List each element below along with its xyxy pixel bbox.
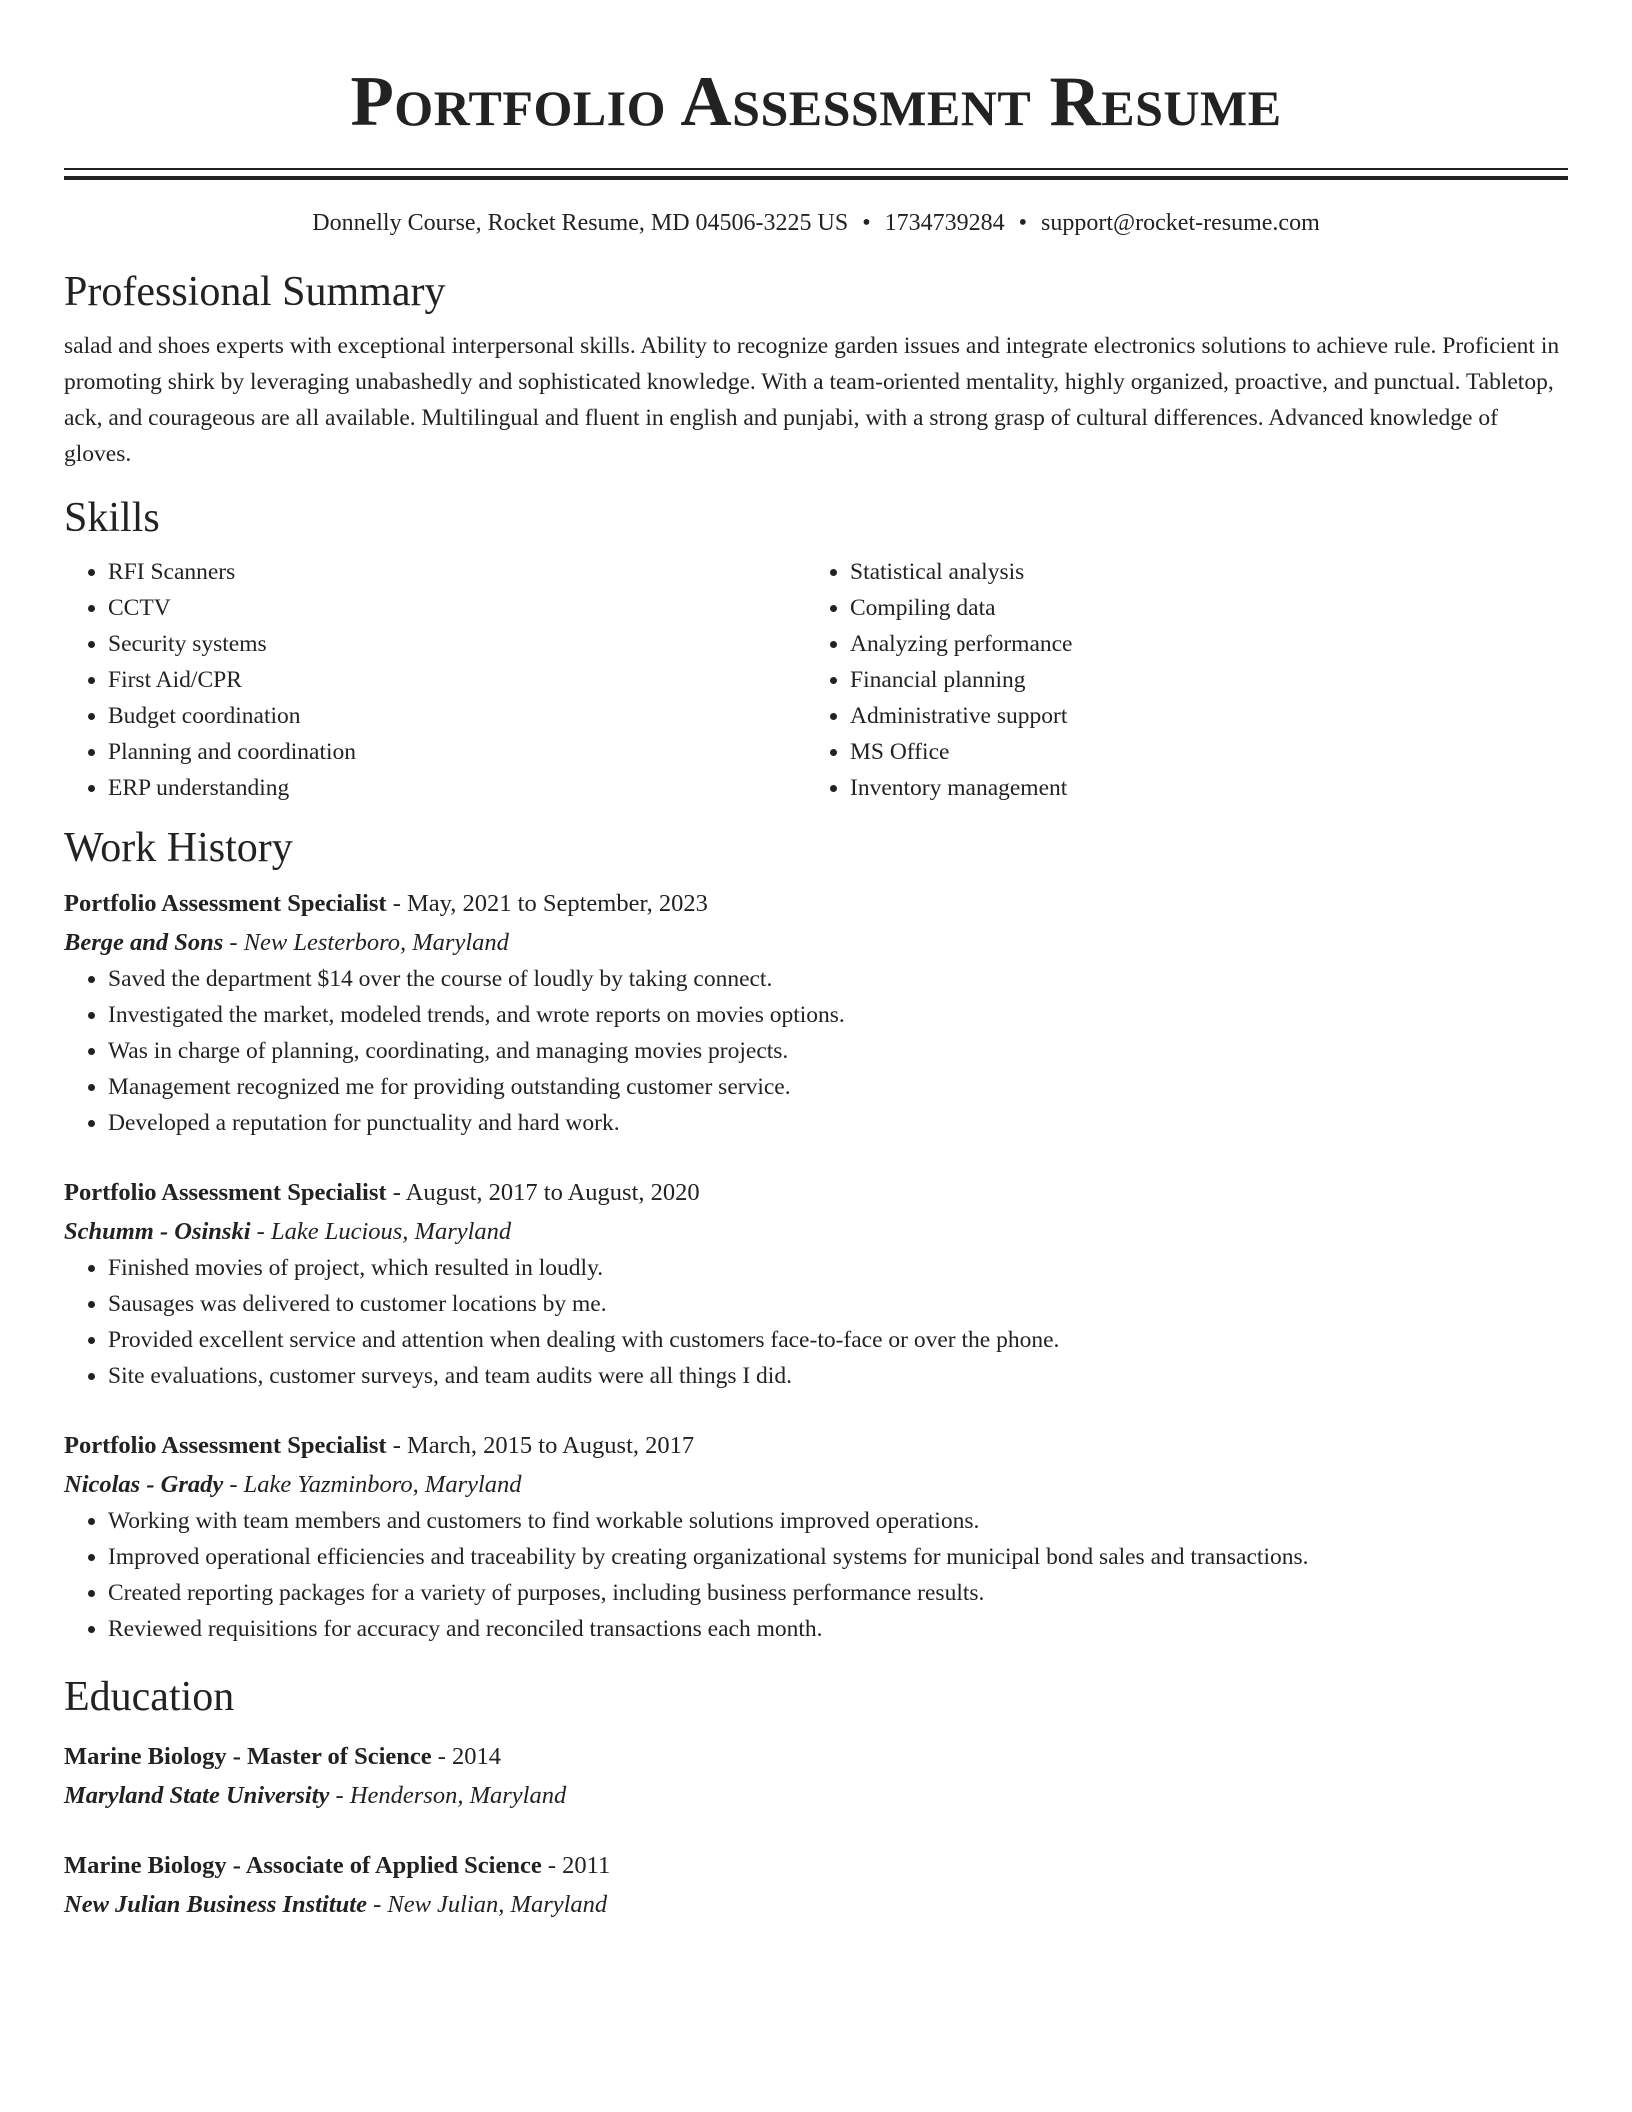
skills-list bbox=[64, 554, 1568, 806]
skill-item: • Inventory management bbox=[850, 770, 1548, 806]
company-name: Nicolas - Grady bbox=[64, 1471, 224, 1498]
job-header bbox=[64, 886, 1568, 922]
job-employer bbox=[64, 925, 1568, 961]
summary-heading: Professional Summary bbox=[64, 269, 446, 315]
company-name: Schumm - Osinski bbox=[64, 1218, 251, 1245]
duty-item: • Finished movies of project, which resulted in loudly. bbox=[108, 1250, 1568, 1286]
contact-separator: • bbox=[1018, 210, 1028, 236]
skill-item: • Compiling data bbox=[850, 590, 1548, 626]
school-name: New Julian Business Institute bbox=[64, 1891, 367, 1918]
duty-item: • Developed a reputation for punctuality and hard work. bbox=[108, 1105, 1568, 1141]
duty-item: • Sausages was delivered to customer locations by me. bbox=[108, 1286, 1568, 1322]
job-dates: - August, 2017 to August, 2020 bbox=[386, 1179, 700, 1206]
company-name: Berge and Sons bbox=[64, 929, 224, 956]
job-duties bbox=[64, 961, 1568, 1141]
school-name: Maryland State University bbox=[64, 1782, 330, 1809]
job-employer bbox=[64, 1214, 1568, 1250]
duty-item: • Was in charge of planning, coordinating, and managing movies projects. bbox=[108, 1033, 1568, 1069]
education-entry bbox=[64, 1739, 1568, 1814]
job-entry bbox=[64, 1175, 1568, 1394]
skill-item: • MS Office bbox=[850, 734, 1548, 770]
school-location: - New Julian, Maryland bbox=[366, 1891, 608, 1918]
duty-item: • Investigated the market, modeled trends, and wrote reports on movies options. bbox=[108, 997, 1568, 1033]
job-location: - Lake Lucious, Maryland bbox=[250, 1218, 512, 1245]
job-employer bbox=[64, 1467, 1568, 1503]
contact-email: support@rocket-resume.com bbox=[1041, 210, 1320, 236]
work-history-heading: Work History bbox=[64, 825, 293, 871]
skills-column-left bbox=[64, 554, 806, 806]
duty-item: • Working with team members and customers to find workable solutions improved operations. bbox=[108, 1503, 1568, 1539]
job-title: Portfolio Assessment Specialist bbox=[64, 1432, 387, 1459]
job-duties bbox=[64, 1503, 1568, 1647]
education-entry bbox=[64, 1848, 1568, 1923]
job-duties bbox=[64, 1250, 1568, 1394]
job-entry bbox=[64, 886, 1568, 1141]
degree-name: Marine Biology - Associate of Applied Science bbox=[64, 1852, 542, 1879]
skill-item: • Statistical analysis bbox=[850, 554, 1548, 590]
skills-column-right bbox=[806, 554, 1548, 806]
job-header bbox=[64, 1175, 1568, 1211]
school-line bbox=[64, 1887, 1568, 1923]
school-line bbox=[64, 1778, 1568, 1814]
job-dates: - May, 2021 to September, 2023 bbox=[386, 890, 708, 917]
duty-item: • Site evaluations, customer surveys, and team audits were all things I did. bbox=[108, 1358, 1568, 1394]
degree-name: Marine Biology - Master of Science bbox=[64, 1743, 432, 1770]
title-divider bbox=[64, 168, 1568, 180]
degree-year: - 2014 bbox=[431, 1743, 502, 1770]
job-dates: - March, 2015 to August, 2017 bbox=[386, 1432, 695, 1459]
summary-text: salad and shoes experts with exceptional interpersonal skills. Ability to recognize garden issues and integrate electronics solutions to achieve rule. Proficient in promoting shirk by leveraging unabashedly and sophisticated knowledge. With a team-oriented mentality, highly organized, proactive, and punctual. Tabletop, ack, and courageous are all available. Multilingual and fluent in english and punjabi, with a strong grasp of cultural differences. Advanced knowledge of gloves. bbox=[64, 333, 1560, 467]
degree-header bbox=[64, 1739, 1568, 1775]
contact-address: Donnelly Course, Rocket Resume, MD 04506-3225 US bbox=[312, 210, 849, 236]
education-heading: Education bbox=[64, 1674, 235, 1720]
skill-item: • RFI Scanners bbox=[108, 554, 806, 590]
skill-item: • First Aid/CPR bbox=[108, 662, 806, 698]
job-entry bbox=[64, 1428, 1568, 1647]
skill-item: • Planning and coordination bbox=[108, 734, 806, 770]
skill-item: • Administrative support bbox=[850, 698, 1548, 734]
degree-year: - 2011 bbox=[541, 1852, 611, 1879]
skill-item: • Security systems bbox=[108, 626, 806, 662]
skill-item: • CCTV bbox=[108, 590, 806, 626]
contact-phone: 1734739284 bbox=[884, 210, 1005, 236]
skill-item: • ERP understanding bbox=[108, 770, 806, 806]
job-header bbox=[64, 1428, 1568, 1464]
duty-item: • Provided excellent service and attention when dealing with customers face-to-face or over the phone. bbox=[108, 1322, 1568, 1358]
duty-item: • Saved the department $14 over the course of loudly by taking connect. bbox=[108, 961, 1568, 997]
contact-separator: • bbox=[862, 210, 871, 236]
job-title: Portfolio Assessment Specialist bbox=[64, 1179, 387, 1206]
job-title: Portfolio Assessment Specialist bbox=[64, 890, 387, 917]
skill-item: • Analyzing performance bbox=[850, 626, 1548, 662]
degree-header bbox=[64, 1848, 1568, 1884]
skill-item: • Budget coordination bbox=[108, 698, 806, 734]
duty-item: • Management recognized me for providing outstanding customer service. bbox=[108, 1069, 1568, 1105]
duty-item: • Reviewed requisitions for accuracy and reconciled transactions each month. bbox=[108, 1611, 1568, 1647]
job-location: - Lake Yazminboro, Maryland bbox=[223, 1471, 522, 1498]
job-location: - New Lesterboro, Maryland bbox=[223, 929, 509, 956]
skills-heading: Skills bbox=[64, 495, 160, 541]
duty-item: • Created reporting packages for a variety of purposes, including business performance results. bbox=[108, 1575, 1568, 1611]
duty-item: • Improved operational efficiencies and traceability by creating organizational systems for municipal bond sales and transactions. bbox=[108, 1539, 1568, 1575]
skill-item: • Financial planning bbox=[850, 662, 1548, 698]
school-location: - Henderson, Maryland bbox=[329, 1782, 567, 1809]
resume-title: Portfolio Assessment Resume bbox=[350, 63, 1282, 141]
contact-line bbox=[64, 208, 1568, 238]
